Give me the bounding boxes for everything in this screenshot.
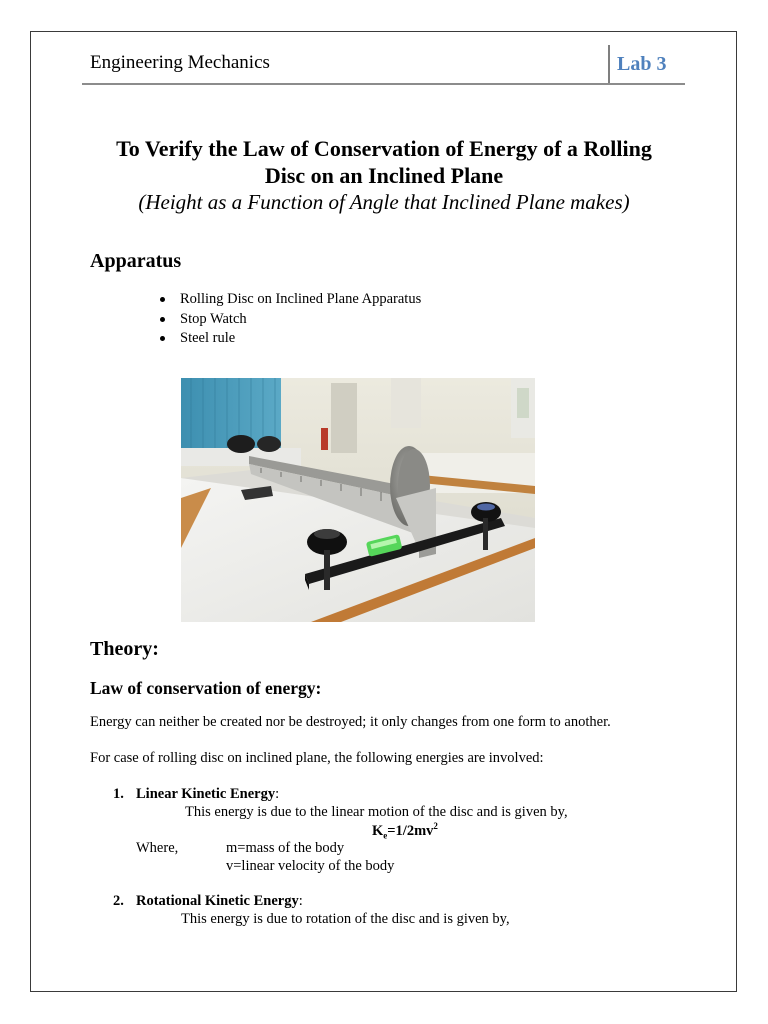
list-item-heading [136,786,279,803]
list-item-title: Rotational Kinetic Energy [136,893,299,909]
apparatus-list [180,290,421,349]
formula-subscript: e [383,830,388,841]
list-item-text: This energy is due to rotation of the disc and is given by, [181,911,510,927]
paragraph-conservation: Energy can neither be created nor be destroyed; it only changes from one form to another. [90,714,611,730]
doc-title-line-2: Disc on an Inclined Plane [264,163,504,188]
list-item-text: This energy is due to the linear motion of the disc and is given by, [185,804,568,820]
formula-superscript: 2 [433,821,438,831]
list-item-colon: : [275,786,280,802]
theory-heading: Theory: [90,638,159,660]
formula-symbol: K [372,822,384,839]
apparatus-item: Steel rule [180,329,421,349]
header-lab-number: Lab 3 [617,53,667,75]
header-rule [82,83,685,85]
header-course-title: Engineering Mechanics [90,52,270,73]
law-subheading: Law of conservation of energy: [90,678,322,698]
apparatus-item: Rolling Disc on Inclined Plane Apparatus [180,290,421,310]
doc-title-line-1: To Verify the Law of Conservation of Energy of a Rolling [116,136,652,161]
list-number: 2. [113,893,124,909]
list-item-heading [136,893,303,910]
doc-subtitle: (Height as a Function of Angle that Inclined Plane makes) [138,190,630,214]
apparatus-item: Stop Watch [180,310,421,330]
where-label: Where, [136,840,179,856]
formula-body: =1/2mv [387,822,434,839]
definition-velocity: v=linear velocity of the body [226,858,395,874]
list-item-colon: : [298,893,303,909]
linear-ke-formula [372,821,438,841]
paragraph-energies-involved: For case of rolling disc on inclined plane, the following energies are involved: [90,750,544,766]
header-divider [608,45,610,84]
list-item-title: Linear Kinetic Energy [136,786,276,802]
apparatus-heading: Apparatus [90,250,182,272]
definition-mass: m=mass of the body [226,840,345,856]
list-number: 1. [113,786,124,802]
apparatus-photo [181,378,535,622]
